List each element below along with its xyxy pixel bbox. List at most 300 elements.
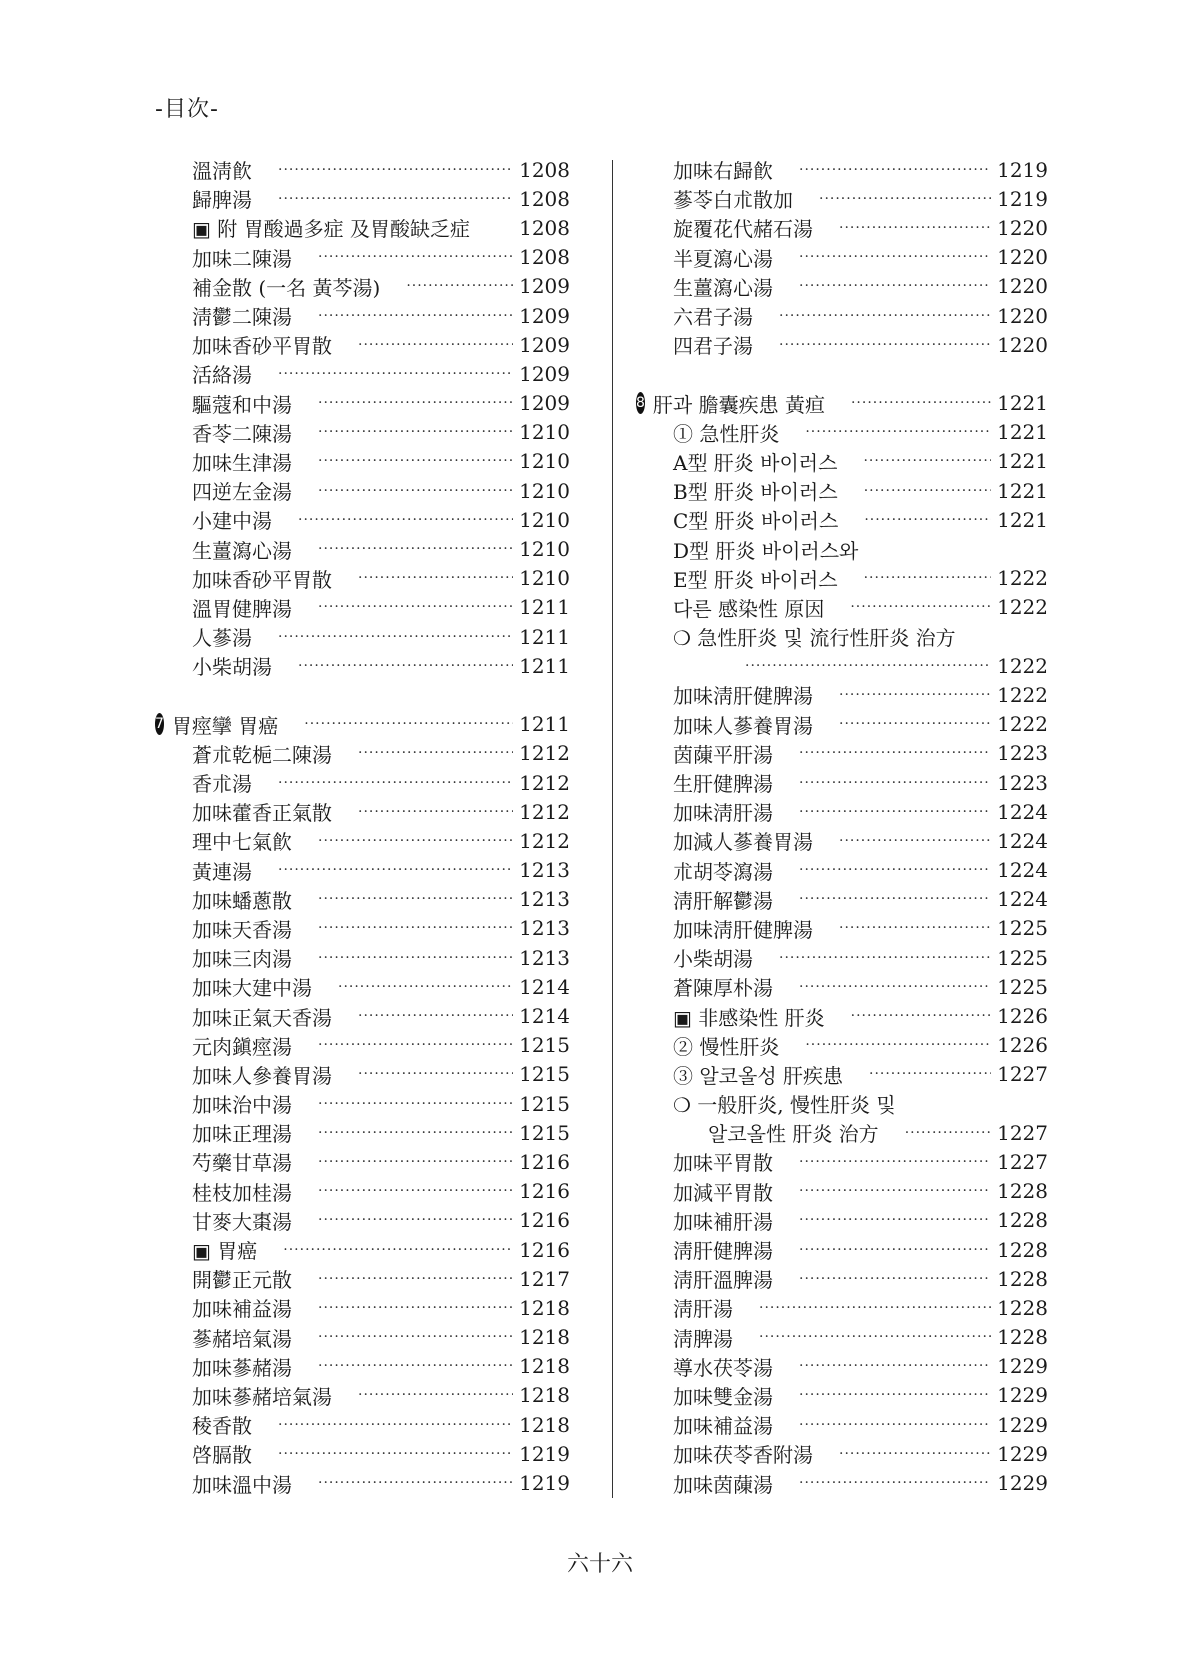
toc-entry[interactable]: [155, 564, 570, 593]
toc-entry-title: 生肝健脾湯: [673, 772, 773, 797]
toc-page-number: 1208: [519, 215, 570, 240]
toc-entry[interactable]: [636, 826, 1048, 855]
toc-entry[interactable]: [155, 1206, 570, 1235]
toc-entry-title: ❍ 急性肝炎 및 流行性肝炎 治方: [673, 626, 956, 651]
toc-entry-title: 蔘苓白朮散加: [673, 188, 793, 213]
toc-leader-dots: [839, 833, 991, 849]
toc-entry[interactable]: [155, 505, 570, 534]
toc-entry[interactable]: [155, 826, 570, 855]
toc-leader-dots: [318, 1096, 513, 1112]
toc-entry-title: E型 肝炎 바이러스: [673, 567, 838, 592]
toc-entry[interactable]: [636, 1293, 1048, 1322]
toc-leader-dots: [318, 483, 513, 499]
toc-page-number: 1208: [519, 186, 570, 211]
toc-page-number: 1222: [997, 653, 1048, 678]
toc-page-number: 1219: [519, 1471, 570, 1496]
toc-leader-dots: [318, 1037, 513, 1053]
toc-page-number: 1220: [997, 245, 1048, 270]
toc-page-number: 1224: [997, 828, 1048, 853]
toc-entry-title: 加味二陳湯: [192, 246, 292, 271]
toc-leader-dots: [358, 1387, 513, 1403]
toc-entry[interactable]: [155, 1352, 570, 1381]
toc-leader-dots: [851, 1008, 991, 1024]
toc-entry[interactable]: [155, 1323, 570, 1352]
toc-entry[interactable]: [155, 739, 570, 768]
toc-page-number: 1220: [997, 274, 1048, 299]
toc-page-number: 1228: [997, 1237, 1048, 1262]
toc-entry[interactable]: [636, 1206, 1048, 1235]
toc-entry[interactable]: [636, 856, 1048, 885]
toc-leader-dots: [318, 1212, 513, 1228]
toc-entry[interactable]: [636, 1468, 1048, 1497]
toc-entry-title: C型 肝炎 바이러스: [673, 509, 839, 534]
toc-entry[interactable]: [155, 272, 570, 301]
toc-entry[interactable]: [636, 1235, 1048, 1264]
toc-leader-dots: [850, 599, 991, 615]
toc-leader-dots: [278, 366, 513, 382]
toc-entry-title: 加味蟠蔥散: [192, 888, 292, 913]
toc-entry[interactable]: [636, 418, 1048, 447]
toc-entry[interactable]: [155, 418, 570, 447]
toc-entry-title: 加減平胃散: [673, 1180, 773, 1205]
toc-entry-title: 小柴胡湯: [192, 655, 272, 680]
toc-entry-title: 淸肝湯: [673, 1297, 733, 1322]
toc-entry[interactable]: [155, 1031, 570, 1060]
toc-leader-dots: [851, 395, 991, 411]
toc-entry-title: 生薑瀉心湯: [192, 538, 292, 563]
toc-page-number: 1229: [997, 1412, 1048, 1437]
toc-entry-title: 다른 感染性 原因: [673, 596, 825, 621]
toc-page-number: 1222: [997, 682, 1048, 707]
toc-leader-dots: [318, 1300, 513, 1316]
toc-page-number: 1215: [519, 1062, 570, 1087]
page-number: 六十六: [566, 1552, 633, 1577]
toc-page-number: 1228: [997, 1325, 1048, 1350]
toc-entry[interactable]: [636, 1001, 1048, 1030]
toc-leader-dots: [799, 162, 991, 178]
toc-leader-dots: [799, 775, 991, 791]
toc-entry-title: 溫胃健脾湯: [192, 596, 292, 621]
toc-entry-title: 小建中湯: [192, 509, 272, 534]
toc-page-number: 1219: [519, 1441, 570, 1466]
page-header: -目次-: [155, 97, 219, 122]
toc-entry-title: 알코올性 肝炎 治方: [708, 1122, 879, 1147]
toc-entry[interactable]: [155, 1147, 570, 1176]
toc-leader-dots: [799, 1358, 991, 1374]
toc-page-number: 1213: [519, 887, 570, 912]
toc-spacer: [636, 359, 1048, 388]
toc-leader-dots: [864, 512, 991, 528]
toc-leader-dots: [318, 249, 513, 265]
toc-entry[interactable]: [636, 1089, 1048, 1118]
toc-entry[interactable]: [155, 651, 570, 680]
toc-entry[interactable]: [155, 389, 570, 418]
toc-entry[interactable]: [636, 1060, 1048, 1089]
toc-entry-title: 加味右歸飮: [673, 159, 773, 184]
toc-entry[interactable]: [636, 1118, 1048, 1147]
toc-entry[interactable]: [155, 1439, 570, 1468]
toc-entry[interactable]: [155, 476, 570, 505]
toc-page-number: 1221: [997, 478, 1048, 503]
toc-page-number: 1227: [997, 1149, 1048, 1174]
toc-entry[interactable]: [636, 301, 1048, 330]
toc-entry[interactable]: [636, 1323, 1048, 1352]
toc-page-number: 1222: [997, 566, 1048, 591]
toc-entry[interactable]: [636, 184, 1048, 213]
toc-entry[interactable]: [636, 739, 1048, 768]
toc-leader-dots: [318, 1271, 513, 1287]
toc-leader-dots: [358, 570, 513, 586]
toc-entry[interactable]: [155, 1001, 570, 1030]
toc-page-number: 1220: [997, 303, 1048, 328]
toc-leader-dots: [318, 920, 513, 936]
toc-page-number: 1219: [997, 157, 1048, 182]
toc-entry-title: 生薑瀉心湯: [673, 275, 773, 300]
toc-entry-title: 加味茯苓香附湯: [673, 1443, 813, 1468]
toc-entry-title: B型 肝炎 바이러스: [673, 480, 838, 505]
toc-page-number: 1216: [519, 1149, 570, 1174]
toc-entry-title: 人蔘湯: [192, 626, 252, 651]
toc-entry-title: A型 肝炎 바이러스: [673, 450, 838, 475]
toc-entry-title: 淸鬱二陳湯: [192, 305, 292, 330]
toc-entry-title: 六君子湯: [673, 305, 753, 330]
toc-page-number: 1225: [997, 974, 1048, 999]
toc-entry[interactable]: [155, 1264, 570, 1293]
toc-entry-title: 歸脾湯: [192, 188, 252, 213]
toc-entry[interactable]: [636, 1147, 1048, 1176]
toc-entry-title: 桂枝加桂湯: [192, 1180, 292, 1205]
toc-entry[interactable]: [636, 447, 1048, 476]
toc-leader-dots: [839, 920, 991, 936]
toc-page-number: 1210: [519, 537, 570, 562]
toc-page-number: 1229: [997, 1441, 1048, 1466]
toc-leader-dots: [304, 716, 513, 732]
toc-entry[interactable]: [636, 972, 1048, 1001]
toc-entry-title: ▣ 非感染性 肝炎: [673, 1005, 825, 1030]
toc-page-number: 1215: [519, 1091, 570, 1116]
toc-entry[interactable]: [636, 943, 1048, 972]
toc-entry[interactable]: [636, 213, 1048, 242]
toc-leader-dots: [805, 424, 991, 440]
toc-page-number: 1211: [519, 624, 570, 649]
toc-entry-title: 黃連湯: [192, 859, 252, 884]
toc-column-right: [636, 155, 1048, 1498]
toc-entry[interactable]: [155, 972, 570, 1001]
toc-page-number: 1218: [519, 1354, 570, 1379]
toc-leader-dots: [358, 337, 513, 353]
toc-page-number: 1218: [519, 1383, 570, 1408]
toc-entry-title: 小柴胡湯: [673, 947, 753, 972]
toc-leader-dots: [278, 1417, 513, 1433]
toc-entry[interactable]: [636, 797, 1048, 826]
toc-entry[interactable]: [155, 856, 570, 885]
toc-entry-title: 加味淸肝健脾湯: [673, 917, 813, 942]
toc-entry-title: 加味人蔘養胃湯: [673, 713, 813, 738]
toc-leader-dots: [839, 716, 991, 732]
toc-entry[interactable]: [636, 564, 1048, 593]
toc-entry-title: 加味天香湯: [192, 917, 292, 942]
toc-entry[interactable]: [155, 914, 570, 943]
toc-page-number: 1212: [519, 741, 570, 766]
toc-page-number: 1209: [519, 303, 570, 328]
toc-page-number: 1221: [997, 449, 1048, 474]
toc-entry[interactable]: [636, 1352, 1048, 1381]
toc-leader-dots: [799, 278, 991, 294]
toc-entry[interactable]: [155, 1177, 570, 1206]
toc-entry-title: 元肉鎭痙湯: [192, 1034, 292, 1059]
toc-page-number: 1209: [519, 391, 570, 416]
toc-page-number: 1224: [997, 799, 1048, 824]
toc-leader-dots: [805, 1037, 991, 1053]
toc-leader-dots: [318, 453, 513, 469]
toc-leader-dots: [318, 308, 513, 324]
toc-leader-dots: [799, 891, 991, 907]
toc-section-heading[interactable]: [636, 389, 1048, 418]
toc-entry-title: 旋覆花代赭石湯: [673, 217, 813, 242]
toc-entry-title: 加味淸肝健脾湯: [673, 684, 813, 709]
toc-leader-dots: [318, 599, 513, 615]
toc-page-number: 1209: [519, 361, 570, 386]
toc-leader-dots: [338, 979, 513, 995]
toc-entry[interactable]: [155, 184, 570, 213]
toc-entry-title: 理中七氣飮: [192, 830, 292, 855]
toc-entry-title: 加味治中湯: [192, 1093, 292, 1118]
toc-leader-dots: [745, 658, 991, 674]
toc-entry[interactable]: [636, 505, 1048, 534]
toc-entry[interactable]: [155, 768, 570, 797]
toc-entry[interactable]: [155, 155, 570, 184]
toc-entry[interactable]: [636, 710, 1048, 739]
toc-page-number: 1229: [997, 1471, 1048, 1496]
toc-page-number: 1211: [519, 712, 570, 737]
toc-section-heading[interactable]: [155, 710, 570, 739]
toc-leader-dots: [869, 1066, 991, 1082]
toc-entry[interactable]: [155, 1235, 570, 1264]
toc-leader-dots: [839, 220, 991, 236]
toc-entry-title: 淸脾湯: [673, 1326, 733, 1351]
toc-entry-title: 加味補益湯: [192, 1297, 292, 1322]
toc-entry-title: 驅蔻和中湯: [192, 392, 292, 417]
toc-leader-dots: [799, 862, 991, 878]
toc-leader-dots: [799, 979, 991, 995]
toc-page-number: 1215: [519, 1120, 570, 1145]
toc-page-number: 1217: [519, 1266, 570, 1291]
toc-leader-dots: [799, 1271, 991, 1287]
toc-entry[interactable]: [636, 272, 1048, 301]
toc-leader-dots: [283, 1242, 513, 1258]
toc-entry-title: 加味三肉湯: [192, 947, 292, 972]
toc-page-number: 1226: [997, 1004, 1048, 1029]
toc-entry[interactable]: [155, 1381, 570, 1410]
toc-leader-dots: [318, 950, 513, 966]
toc-entry[interactable]: [636, 914, 1048, 943]
toc-entry[interactable]: [155, 885, 570, 914]
toc-page-number: 1223: [997, 770, 1048, 795]
toc-entry-title: D型 肝炎 바이러스와: [673, 538, 859, 563]
toc-leader-dots: [358, 804, 513, 820]
toc-leader-dots: [799, 1212, 991, 1228]
toc-entry[interactable]: [155, 330, 570, 359]
toc-entry[interactable]: [155, 359, 570, 388]
toc-leader-dots: [318, 541, 513, 557]
toc-entry[interactable]: [636, 1381, 1048, 1410]
toc-entry[interactable]: [155, 1293, 570, 1322]
toc-leader-dots: [839, 687, 991, 703]
toc-leader-dots: [864, 483, 991, 499]
toc-leader-dots: [406, 278, 513, 294]
toc-leader-dots: [278, 1446, 513, 1462]
toc-leader-dots: [278, 775, 513, 791]
toc-page-number: 1216: [519, 1208, 570, 1233]
toc-page-number: 1212: [519, 799, 570, 824]
toc-leader-dots: [318, 424, 513, 440]
toc-entry[interactable]: [155, 1089, 570, 1118]
toc-entry[interactable]: [636, 1439, 1048, 1468]
toc-entry[interactable]: [636, 593, 1048, 622]
toc-entry-title: 開鬱正元散: [192, 1268, 292, 1293]
toc-leader-dots: [799, 1475, 991, 1491]
toc-entry[interactable]: [155, 213, 570, 242]
toc-page-number: 1222: [997, 595, 1048, 620]
toc-page-number: 1212: [519, 828, 570, 853]
toc-page-number: 1210: [519, 449, 570, 474]
toc-entry-title: 溫淸飮: [192, 159, 252, 184]
toc-leader-dots: [318, 1475, 513, 1491]
toc-entry-title: 香朮湯: [192, 772, 252, 797]
toc-entry-title: 加味香砂平胃散: [192, 567, 332, 592]
toc-page-number: 1227: [997, 1120, 1048, 1145]
toc-entry[interactable]: [155, 1410, 570, 1439]
toc-entry-title: 朮胡苓瀉湯: [673, 859, 773, 884]
toc-entry-title: 淸肝溫脾湯: [673, 1268, 773, 1293]
toc-entry[interactable]: [636, 1177, 1048, 1206]
toc-page-number: 1209: [519, 332, 570, 357]
toc-entry[interactable]: [155, 797, 570, 826]
section-number-icon: 7: [155, 713, 164, 735]
toc-leader-dots: [298, 658, 513, 674]
toc-entry-title: 芍藥甘草湯: [192, 1151, 292, 1176]
toc-entry-title: 香苓二陳湯: [192, 421, 292, 446]
toc-leader-dots: [278, 191, 513, 207]
toc-entry-title: 活絡湯: [192, 363, 252, 388]
toc-entry-title: 啓膈散: [192, 1443, 252, 1468]
toc-entry[interactable]: [636, 476, 1048, 505]
toc-page-number: 1220: [997, 215, 1048, 240]
toc-page-number: 1216: [519, 1179, 570, 1204]
toc-entry-title: 胃痙攣 胃癌: [171, 713, 279, 738]
toc-entry-title: 加味正理湯: [192, 1122, 292, 1147]
toc-entry[interactable]: [636, 534, 1048, 563]
toc-page-number: 1211: [519, 653, 570, 678]
toc-entry[interactable]: [636, 768, 1048, 797]
toc-entry[interactable]: [155, 622, 570, 651]
toc-page-number: 1226: [997, 1033, 1048, 1058]
toc-page-number: 1210: [519, 420, 570, 445]
toc-entry[interactable]: [636, 1410, 1048, 1439]
toc-page-number: 1218: [519, 1295, 570, 1320]
toc-entry[interactable]: [636, 885, 1048, 914]
toc-entry-title: ❍ 一般肝炎, 慢性肝炎 및: [673, 1093, 896, 1118]
toc-entry-title: 蒼朮乾梔二陳湯: [192, 742, 332, 767]
toc-page-number: 1228: [997, 1266, 1048, 1291]
toc-entry[interactable]: [155, 301, 570, 330]
toc-leader-dots: [318, 833, 513, 849]
toc-entry[interactable]: [636, 155, 1048, 184]
toc-entry[interactable]: [155, 1468, 570, 1497]
toc-entry-title: 導水茯苓湯: [673, 1355, 773, 1380]
toc-entry[interactable]: [155, 1118, 570, 1147]
toc-leader-dots: [799, 1387, 991, 1403]
toc-page-number: 1215: [519, 1033, 570, 1058]
column-divider: [612, 160, 613, 1498]
toc-entry-title: 加味蔘赭培氣湯: [192, 1384, 332, 1409]
toc-entry[interactable]: [636, 1031, 1048, 1060]
toc-entry[interactable]: [155, 943, 570, 972]
toc-entry[interactable]: [636, 243, 1048, 272]
toc-page-number: 1214: [519, 1004, 570, 1029]
toc-entry-title: 加味正氣天香湯: [192, 1005, 332, 1030]
toc-entry[interactable]: [636, 680, 1048, 709]
toc-entry-title: 肝과 膽囊疾患 黃疸: [652, 392, 825, 417]
toc-entry[interactable]: [636, 330, 1048, 359]
toc-leader-dots: [318, 1183, 513, 1199]
toc-entry-title: 加味人參養胃湯: [192, 1063, 332, 1088]
toc-leader-dots: [318, 395, 513, 411]
toc-entry-title: 茵蔯平肝湯: [673, 742, 773, 767]
toc-entry-title: ▣ 胃癌: [192, 1239, 258, 1264]
toc-column-left: [155, 155, 570, 1498]
toc-entry[interactable]: [636, 651, 1048, 680]
toc-leader-dots: [318, 1125, 513, 1141]
toc-entry[interactable]: [155, 534, 570, 563]
toc-page-number: 1213: [519, 916, 570, 941]
toc-leader-dots: [839, 1446, 991, 1462]
toc-leader-dots: [318, 1154, 513, 1170]
toc-entry-title: 四君子湯: [673, 334, 753, 359]
toc-page-number: 1214: [519, 974, 570, 999]
toc-entry-title: 淸肝健脾湯: [673, 1239, 773, 1264]
toc-leader-dots: [278, 629, 513, 645]
toc-page-number: 1218: [519, 1325, 570, 1350]
toc-entry-title: 稜香散: [192, 1414, 252, 1439]
toc-page-number: 1228: [997, 1179, 1048, 1204]
toc-entry-title: 加味雙金湯: [673, 1384, 773, 1409]
toc-entry[interactable]: [636, 622, 1048, 651]
toc-leader-dots: [298, 512, 513, 528]
toc-entry-title: 加味平胃散: [673, 1151, 773, 1176]
toc-leader-dots: [779, 950, 991, 966]
toc-entry-title: ① 急性肝炎: [673, 421, 780, 446]
toc-spacer: [155, 680, 570, 709]
toc-entry-title: ② 慢性肝炎: [673, 1034, 780, 1059]
toc-entry[interactable]: [155, 593, 570, 622]
toc-leader-dots: [278, 862, 513, 878]
toc-page-number: 1213: [519, 945, 570, 970]
toc-entry-title: 四逆左金湯: [192, 480, 292, 505]
toc-leader-dots: [318, 1329, 513, 1345]
toc-entry[interactable]: [636, 1264, 1048, 1293]
toc-entry-title: 加味藿香正氣散: [192, 801, 332, 826]
toc-entry-title: 加味茵蔯湯: [673, 1472, 773, 1497]
toc-entry[interactable]: [155, 243, 570, 272]
toc-page-number: 1227: [997, 1062, 1048, 1087]
toc-page-number: 1210: [519, 507, 570, 532]
toc-leader-dots: [799, 1417, 991, 1433]
toc-entry[interactable]: [155, 447, 570, 476]
toc-page-number: 1208: [519, 157, 570, 182]
toc-entry[interactable]: [155, 1060, 570, 1089]
toc-page-number: 1209: [519, 274, 570, 299]
